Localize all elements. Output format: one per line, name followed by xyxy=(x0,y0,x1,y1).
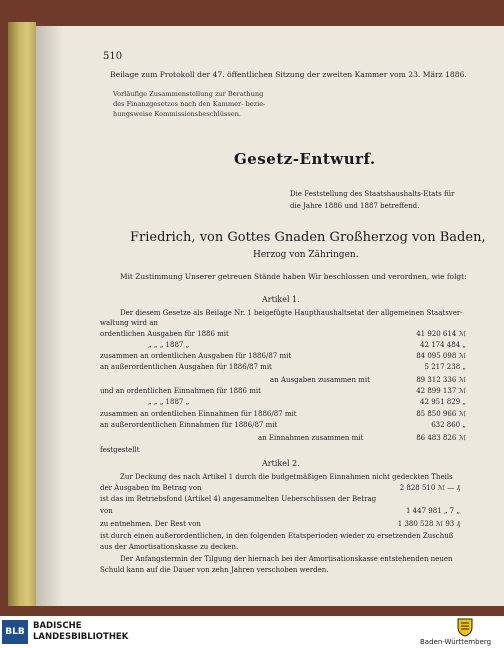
article-2-heading: Artikel 2. xyxy=(262,459,300,468)
article-2-text: der Ausgaben im Betrag von xyxy=(100,484,202,492)
article-2-text: Der Anfangstermin der Tilgung der hiernach bei der Amortisationskasse entstehenden neuen xyxy=(120,555,453,563)
budget-row-label: an außerordentlichen Ausgaben für 1886/87 mit xyxy=(100,363,272,371)
note-line: hungsweise Kommissionsbeschlüssen. xyxy=(113,110,242,118)
budget-row-amount: 86 483 826 ℳ xyxy=(416,434,466,442)
sovereign-line: Friedrich, von Gottes Gnaden Großherzog von Baden, xyxy=(130,230,486,245)
article-1-closing: festgestellt xyxy=(100,446,140,454)
article-2-text: Zur Deckung des nach Artikel 1 durch die budgetmäßigen Einnahmen nicht gedeckten Theils xyxy=(120,473,453,481)
budget-row-amount: 632 860 „ xyxy=(431,421,466,429)
article-2-text: ist das im Betriebsfond (Artikel 4) angesammelten Ueberschüssen der Betrag xyxy=(100,495,377,503)
budget-row-label: zusammen an ordentlichen Einnahmen für 1886/87 mit xyxy=(100,410,297,418)
budget-row-amount: 84 095 098 ℳ xyxy=(416,352,466,360)
library-name xyxy=(33,621,128,643)
article-2-amount: 1 380 528 ℳ 93 ₰ xyxy=(397,520,460,528)
blb-logo[interactable]: BLB xyxy=(2,620,28,644)
library-name-line: BADISCHE xyxy=(33,621,82,631)
state-name: Baden-Württemberg xyxy=(420,638,492,646)
note-line: des Finanzgesetzes nach den Kammer- bezie- xyxy=(113,100,266,108)
article-1-intro: waltung wird an xyxy=(100,319,158,327)
article-2-text: ist durch einen außerordentlichen, in den folgenden Etatsperioden wieder zu ersetzenden Zuschuß xyxy=(100,532,454,540)
budget-row-amount: 42 951 829 „ xyxy=(420,398,466,406)
document-title: Gesetz-Entwurf. xyxy=(234,150,376,168)
article-1-intro: Der diesem Gesetze als Beilage Nr. 1 beigefügte Haupthaushaltsetat der allgemeinen Staatsver- xyxy=(120,309,463,317)
sovereign-subline: Herzog von Zähringen. xyxy=(253,250,359,260)
gutter-shadow xyxy=(36,26,64,606)
budget-row-amount: 42 899 137 ℳ xyxy=(416,387,466,395)
article-2-amount: 2 828 510 ℳ — ₰ xyxy=(399,484,460,492)
article-2-amount: 1 447 981 „ 7 „ xyxy=(405,507,460,515)
protocol-header: Beilage zum Protokoll der 47. öffentlichen Sitzung der zweiten Kammer vom 23. März 1886. xyxy=(110,70,467,79)
article-1-heading: Artikel 1. xyxy=(262,295,300,304)
budget-row-amount: 85 850 966 ℳ xyxy=(416,410,466,418)
library-name-line: LANDESBIBLIOTHEK xyxy=(33,632,129,642)
page-edges xyxy=(8,22,36,606)
margin-note xyxy=(113,89,265,119)
budget-row-label: und an ordentlichen Einnahmen für 1886 mit xyxy=(100,387,261,395)
budget-row-amount: 5 217 238 „ xyxy=(424,363,466,371)
note-line: Vorläufige Zusammenstellung zur Berathung xyxy=(113,90,264,98)
page-number: 510 xyxy=(103,51,123,62)
budget-row-label: „ „ „ 1887 „ xyxy=(148,398,190,406)
budget-row-label: an außerordentlichen Einnahmen für 1886/87 mit xyxy=(100,421,278,429)
article-2-text: Schuld kann auf die Dauer von zehn Jahren verschoben werden. xyxy=(100,566,329,574)
budget-row-label: zusammen an ordentlichen Ausgaben für 1886/87 mit xyxy=(100,352,292,360)
coat-of-arms-icon xyxy=(456,617,474,637)
document-subtitle: Die Feststellung des Staatshaushalts-Etats für die Jahre 1886 und 1887 betreffend. xyxy=(290,190,455,210)
budget-row-amount: 42 174 484 „ xyxy=(420,341,466,349)
budget-row-label: an Einnahmen zusammen mit xyxy=(258,434,364,442)
budget-row-label: „ „ „ 1887 „ xyxy=(148,341,190,349)
budget-row-amount: 41 920 614 ℳ xyxy=(416,330,466,338)
budget-row-amount: 89 312 336 ℳ xyxy=(416,376,466,384)
budget-row-label: ordentlichen Ausgaben für 1886 mit xyxy=(100,330,229,338)
article-2-text: von xyxy=(100,507,113,515)
budget-row-label: an Ausgaben zusammen mit xyxy=(270,376,370,384)
article-2-text: aus der Amortisationskasse zu decken. xyxy=(100,543,239,551)
consent-line: Mit Zustimmung Unserer getreuen Stände haben Wir beschlossen und verordnen, wie folgt: xyxy=(120,272,467,281)
article-2-text: zu entnehmen. Der Rest von xyxy=(100,520,201,528)
